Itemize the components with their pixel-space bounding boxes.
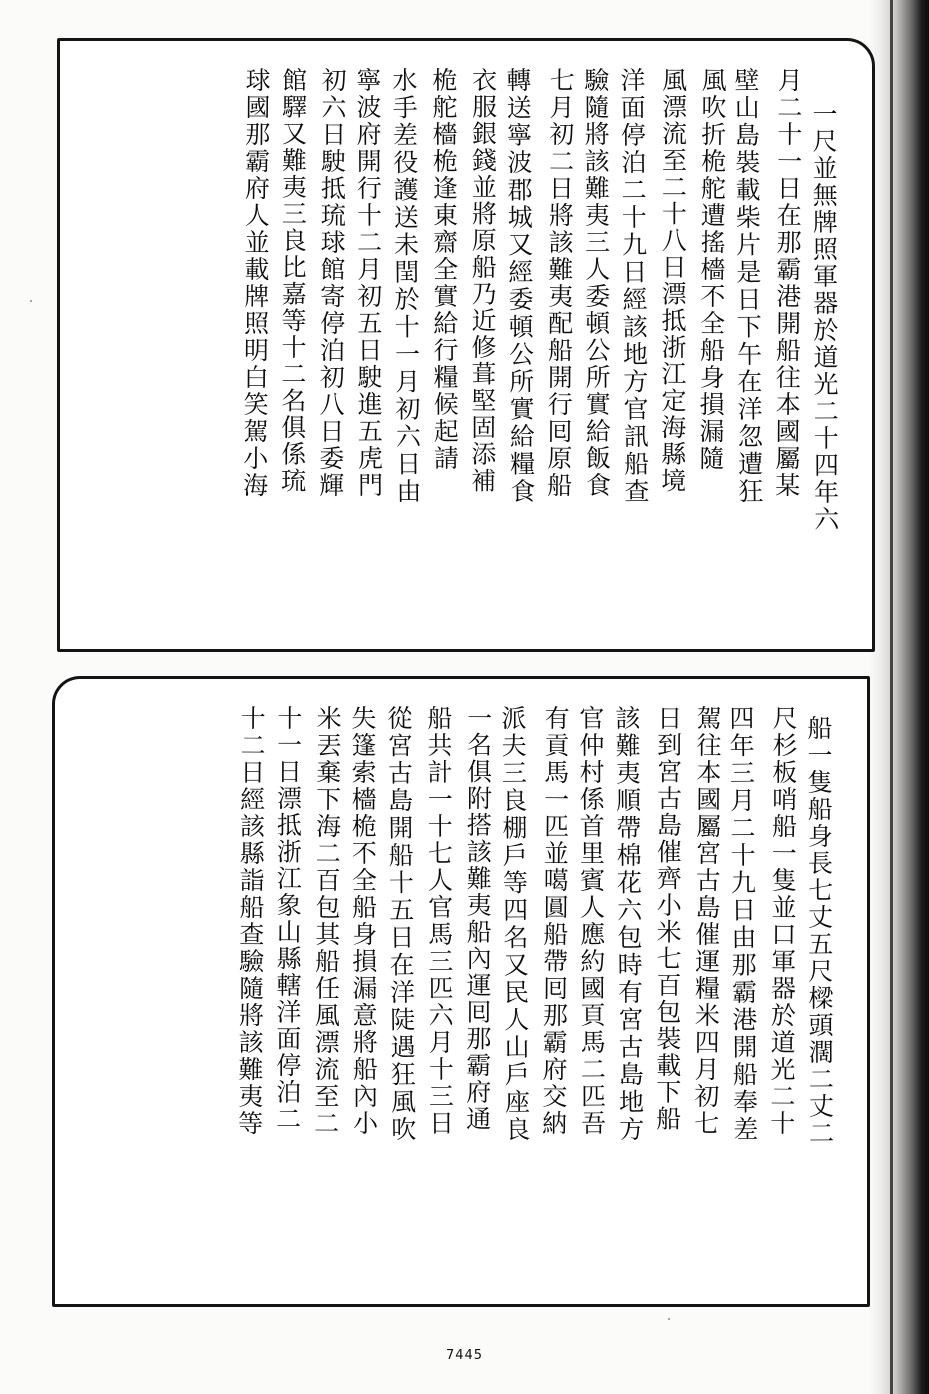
scan-speck [668,1318,670,1320]
top-block-columns [60,41,872,649]
text-column: 水手差役護送未閏於十一月初六日由 [388,66,423,506]
bottom-text-block [52,676,870,1307]
text-column: 日到宮古島催齊小米七百包裝載下船 [652,704,683,1133]
text-column: 衣服銀錢並將原船乃近修葺堅固添補 [467,66,498,495]
text-column: 一名俱附搭該難夷船內運囘那霸府通 [462,704,493,1133]
text-column: 十一日漂抵浙江象山縣轄洋面停泊二 [272,704,303,1133]
text-column: 一尺並無牌照軍器於道光二十四年六 [808,100,840,534]
text-column: 官仲村係首里賓人應約國頁馬二匹吾 [575,704,607,1138]
page-number: 7445 [445,1348,484,1363]
text-column: 米丟棄下海二百包其船任風漂流至二 [310,704,343,1138]
text-column: 尺杉板哨船一隻並口軍器於道光二十 [766,704,799,1138]
text-column: 船一隻船身長七丈五尺樑頭濶二丈二 [803,714,835,1148]
scan-speck [30,300,32,302]
text-column: 風吹折桅舵遭搖檣不全船身損漏隨 [695,66,728,473]
text-column: 七月初二日將該難夷配船開行囘原船 [543,66,576,500]
text-column: 桅舵檣桅逢東齋全實給行糧候起請 [428,66,460,473]
text-column: 球國那霸府人並載牌照明白笑駕小海 [239,66,272,500]
text-column: 轉送寧波郡城又經委頓公所實給糧食 [502,66,537,506]
text-column: 十二日經該縣詣船查驗隨將該難夷等 [234,704,267,1138]
text-column: 月二十一日在那霸港開船往本國屬某 [771,66,804,500]
text-column: 船共計一十七人官馬三匹六月十三日 [423,704,455,1138]
text-column: 館驛又難夷三良比嘉等十二名俱係琉 [277,66,308,495]
top-text-block [57,38,875,652]
bottom-block-columns [55,679,867,1304]
scan-edge-line [890,0,893,1394]
text-column: 初六日駛抵琉球館寄停泊初八日委輝 [315,66,348,500]
text-column: 駕往本國屬宮古島催運糧米四月初七 [690,704,723,1138]
text-column: 從宮古島開船十五日在洋陡遇狂風吹 [383,704,417,1144]
text-column: 寧波府開行十二月初五日駛進五虎門 [352,66,384,500]
text-column: 壁山島裝載柴片是日下午在洋忽遭狂 [730,66,765,506]
text-column: 該難夷順帶棉花六包時有宮古島地方 [611,704,645,1144]
text-column: 驗隨將該難夷三人委頓公所實給飯食 [580,66,612,500]
text-column: 派夫三良棚戶等四名又民人山戶座良 [497,704,531,1144]
scan-edge-shadow [869,0,929,1394]
text-column: 有貢馬一匹並噶圓船帶囘那霸府交納 [538,704,571,1138]
text-column: 失篷索檣桅不全船身損漏意將船內小 [347,704,379,1138]
text-column: 四年三月二十九日由那霸港開船奉差 [725,704,759,1144]
text-column: 洋面停泊二十九日經該地方官訊船查 [616,66,651,506]
text-column: 風漂流至二十八日漂抵浙江定海縣境 [657,66,688,495]
